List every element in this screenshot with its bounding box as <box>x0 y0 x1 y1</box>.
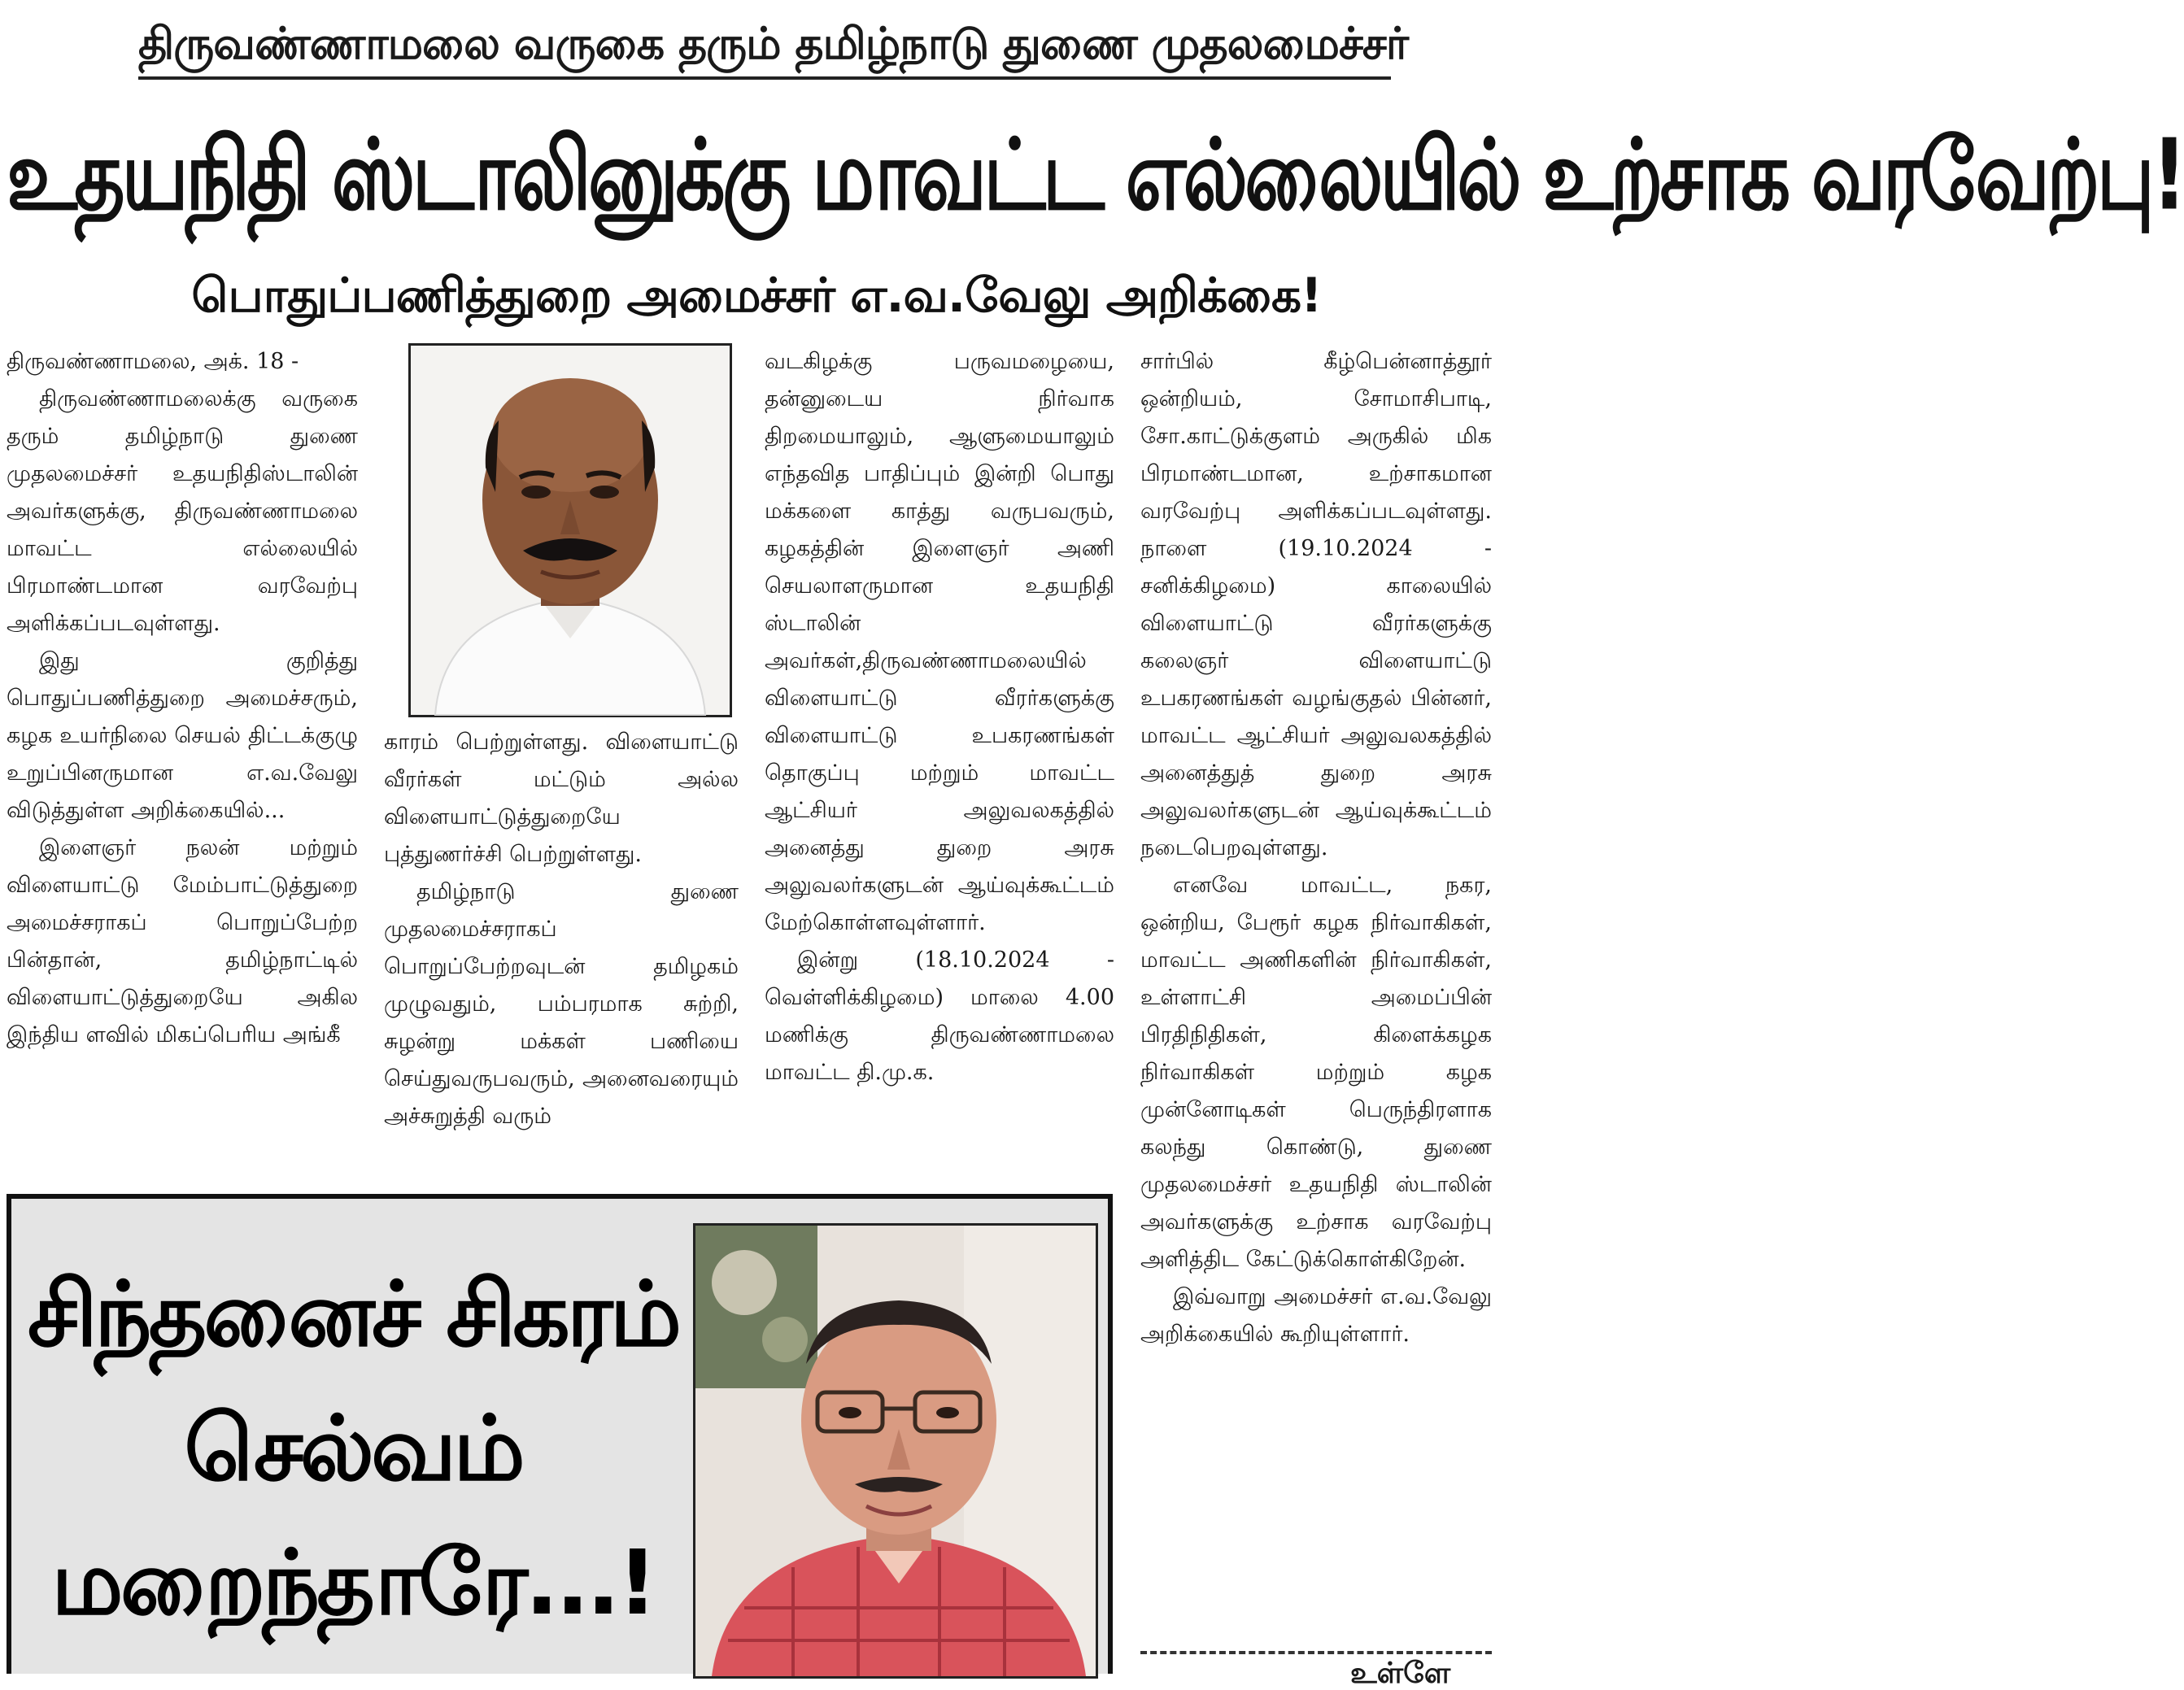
paragraph: இது குறித்து பொதுப்பணித்துறை அமைச்சரும், கழக உயர்நிலை செயல் திட்டக்குழு உறுப்பினருமான எ.வ.வேலு விடுத்துள்ள அறிக்கையில்... <box>7 648 358 823</box>
section-divider <box>1140 1651 1492 1654</box>
paragraph: இளைஞர் நலன் மற்றும் விளையாட்டு மேம்பாட்டுத்துறை அமைச்சராகப் பொறுப்பேற்ற பின்தான், தமிழ்நாட்டில் விளையாட்டுத்துறையே அகில இந்திய ளவில் மிகப்பெரிய அங்கீ <box>7 835 358 1048</box>
minister-portrait-photo <box>408 343 732 717</box>
dateline: திருவண்ணாமலை, அக். 18 - <box>7 349 299 374</box>
article-column-4 <box>1140 343 1492 1353</box>
continued-text: உள்ளே <box>1350 1657 1451 1690</box>
paragraph: எனவே மாவட்ட, நகர, ஒன்றிய, பேரூர் கழக நிர்வாகிகள், மாவட்ட அணிகளின் நிர்வாகிகள், உள்ளாட்சி அமைப்பின் பிரதிநிதிகள், கிளைக்கழக நிர்வாகிகள் மற்றும் கழக முன்னோடிகள் பெருந்திரளாக கலந்து கொண்டு, துணை முதலமைச்சர் உதயநிதி ஸ்டாலின் அவர்களுக்கு உற்சாக வரவேற்பு அளித்திட கேட்டுக்கொள்கிறேன். <box>1140 873 1492 1272</box>
paragraph: இன்று (18.10.2024 - வெள்ளிக்கிழமை) மாலை 4.00 மணிக்கு திருவண்ணாமலை மாவட்ட தி.மு.க. <box>765 947 1114 1085</box>
paragraph: திருவண்ணாமலைக்கு வருகை தரும் தமிழ்நாடு துணை முதலமைச்சர் உதயநிதிஸ்டாலின் அவர்களுக்கு, திருவண்ணாமலை மாவட்ட எல்லையில் பிரமாண்டமான வரவேற்பு அளிக்கப்படவுள்ளது. <box>7 386 358 636</box>
tribute-portrait-photo <box>693 1223 1098 1679</box>
tribute-box <box>7 1194 1113 1674</box>
tribute-title <box>20 1248 687 1650</box>
tribute-portrait-illustration <box>695 1226 1096 1676</box>
article-column-1 <box>7 343 358 1054</box>
article-column-2 <box>384 724 739 1135</box>
tribute-line-2: செல்வம் <box>184 1396 522 1501</box>
paragraph: இவ்வாறு அமைச்சர் எ.வ.வேலு அறிக்கையில் கூறியுள்ளார். <box>1140 1284 1492 1347</box>
tribute-line-1: சிந்தனைச் சிகரம் <box>27 1262 679 1366</box>
paragraph: காரம் பெற்றுள்ளது. விளையாட்டு வீரர்கள் மட்டும் அல்ல விளையாட்டுத்துறையே புத்துணர்ச்சி பெற்றுள்ளது. <box>384 730 739 867</box>
paragraph: சார்பில் கீழ்பென்னாத்தூர் ஒன்றியம், சோமாசிபாடி, சோ.காட்டுக்குளம் அருகில் மிக பிரமாண்டமான, உற்சாகமான வரவேற்பு அளிக்கப்படவுள்ளது. நாளை (19.10.2024 - சனிக்கிழமை) காலையில் விளையாட்டு வீரர்களுக்கு கலைஞர் விளையாட்டு உபகரணங்கள் வழங்குதல் பின்னர், மாவட்ட ஆட்சியர் அலுவலகத்தில் அனைத்துத் துறை அரசு அலுவலர்களுடன் ஆய்வுக்கூட்டம் நடைபெறவுள்ளது. <box>1140 349 1492 860</box>
article-subheadline: பொதுப்பணித்துறை அமைச்சர் எ.வ.வேலு அறிக்கை! <box>191 268 1322 323</box>
tribute-line-3: மறைந்தாரே...! <box>51 1531 655 1635</box>
article-kicker: திருவண்ணாமலை வருகை தரும் தமிழ்நாடு துணை முதலமைச்சர் <box>138 11 1391 80</box>
article-column-3 <box>765 343 1114 1091</box>
paragraph: தமிழ்நாடு துணை முதலமைச்சராகப் பொறுப்பேற்றவுடன் தமிழகம் முழுவதும், பம்பரமாக சுற்றி, சுழன்று மக்கள் பணியை செய்துவருபவரும், அனைவரையும் அச்சுறுத்தி வரும் <box>384 879 739 1129</box>
minister-portrait-illustration <box>411 346 730 715</box>
article-headline: உதயநிதி ஸ்டாலினுக்கு மாவட்ட எல்லையில் உற்சாக வரவேற்பு! <box>7 118 2184 232</box>
paragraph: வடகிழக்கு பருவமழையை, தன்னுடைய நிர்வாக திறமையாலும், ஆளுமையாலும் எந்தவித பாதிப்பும் இன்றி பொது மக்களை காத்து வருபவரும், கழகத்தின் இளைஞர் அணி செயலாளருமான உதயநிதி ஸ்டாலின் அவர்கள்,திருவண்ணாமலையில் விளையாட்டு வீரர்களுக்கு விளையாட்டு உபகரணங்கள் தொகுப்பு மற்றும் மாவட்ட ஆட்சியர் அலுவலகத்தில் அனைத்து துறை அரசு அலுவலர்களுடன் ஆய்வுக்கூட்டம் மேற்கொள்ளவுள்ளார். <box>765 349 1114 935</box>
